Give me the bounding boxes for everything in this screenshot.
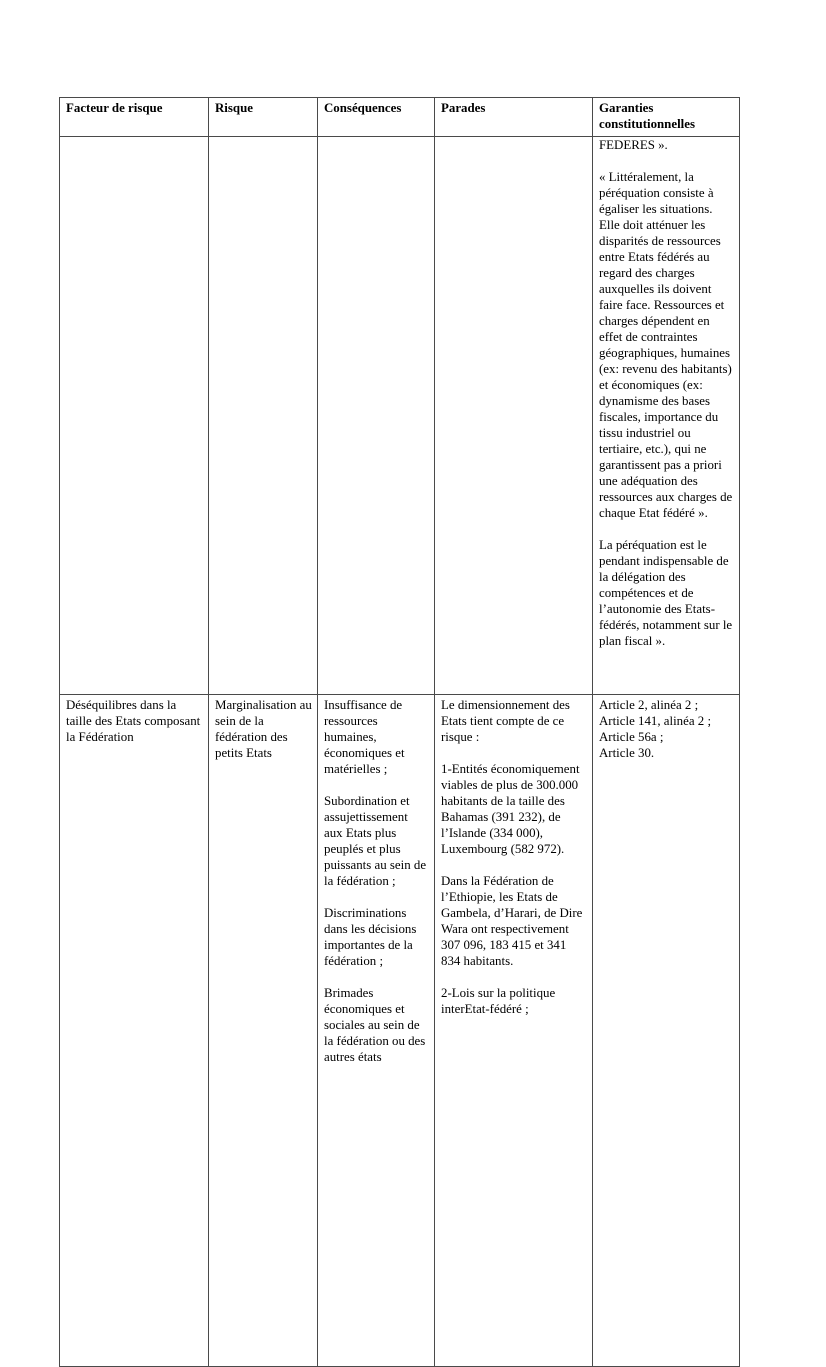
article-reference: Article 56a ; [599, 730, 664, 744]
cell-facteur: Déséquilibres dans la taille des Etats composant la Fédération [60, 695, 209, 1367]
header-risque: Risque [209, 98, 318, 137]
garanties-paragraph: FEDERES ». [599, 138, 668, 152]
parade-paragraph: 1-Entités économiquement viables de plus de 300.000 habitants de la taille des Bahamas (391 232), de l’Islande (334 000), Luxembourg (582 972). [441, 762, 580, 856]
header-parades: Parades [435, 98, 593, 137]
cell-facteur [60, 137, 209, 695]
table-row [60, 137, 740, 695]
garanties-paragraph: « Littéralement, la péréquation consiste à égaliser les situations. Elle doit atténuer les disparités de ressources entre Etats fédérés au regard des charges auxquelles ils doivent faire face. Ressources et charges dépendent en effet de contraintes géographiques, humaines (ex: revenu des habitants) et économiques (ex: dynamisme des bases fiscales, importance du tissu industriel ou tertiaire, etc.), qui ne garantissent pas a priori une adéquation des ressources aux charges de chaque Etat fédéré ». [599, 170, 733, 520]
table-header-row [60, 98, 740, 137]
cell-garanties [593, 137, 740, 695]
article-reference: Article 2, alinéa 2 ; [599, 698, 699, 712]
header-consequences: Conséquences [318, 98, 435, 137]
cell-risque: Marginalisation au sein de la fédération des petits Etats [209, 695, 318, 1367]
risk-table [59, 97, 740, 1367]
cell-risque [209, 137, 318, 695]
cell-parades [435, 695, 593, 1367]
consequence-paragraph: Brimades économiques et sociales au sein de la fédération ou des autres états [324, 986, 426, 1064]
article-reference: Article 141, alinéa 2 ; [599, 714, 712, 728]
cell-consequences [318, 695, 435, 1367]
parade-paragraph: Le dimensionnement des Etats tient compte de ce risque : [441, 698, 570, 744]
garanties-paragraph: La péréquation est le pendant indispensable de la délégation des compétences et de l’autonomie des Etats-fédérés, notamment sur le plan fiscal ». [599, 538, 733, 648]
parade-paragraph: 2-Lois sur la politique interEtat-fédéré ; [441, 986, 556, 1016]
consequence-paragraph: Discriminations dans les décisions importantes de la fédération ; [324, 906, 417, 968]
cell-parades [435, 137, 593, 695]
cell-consequences [318, 137, 435, 695]
article-reference: Article 30. [599, 746, 655, 760]
consequence-paragraph: Insuffisance de ressources humaines, économiques et matérielles ; [324, 698, 405, 776]
header-facteur: Facteur de risque [60, 98, 209, 137]
table-row [60, 695, 740, 1367]
header-garanties: Garanties constitutionnelles [593, 98, 740, 137]
cell-garanties [593, 695, 740, 1367]
parade-paragraph: Dans la Fédération de l’Ethiopie, les Etats de Gambela, d’Harari, de Dire Wara ont respectivement 307 096, 183 415 et 341 834 habitants. [441, 874, 583, 968]
consequence-paragraph: Subordination et assujettissement aux Etats plus peuplés et plus puissants au sein de la fédération ; [324, 794, 427, 888]
